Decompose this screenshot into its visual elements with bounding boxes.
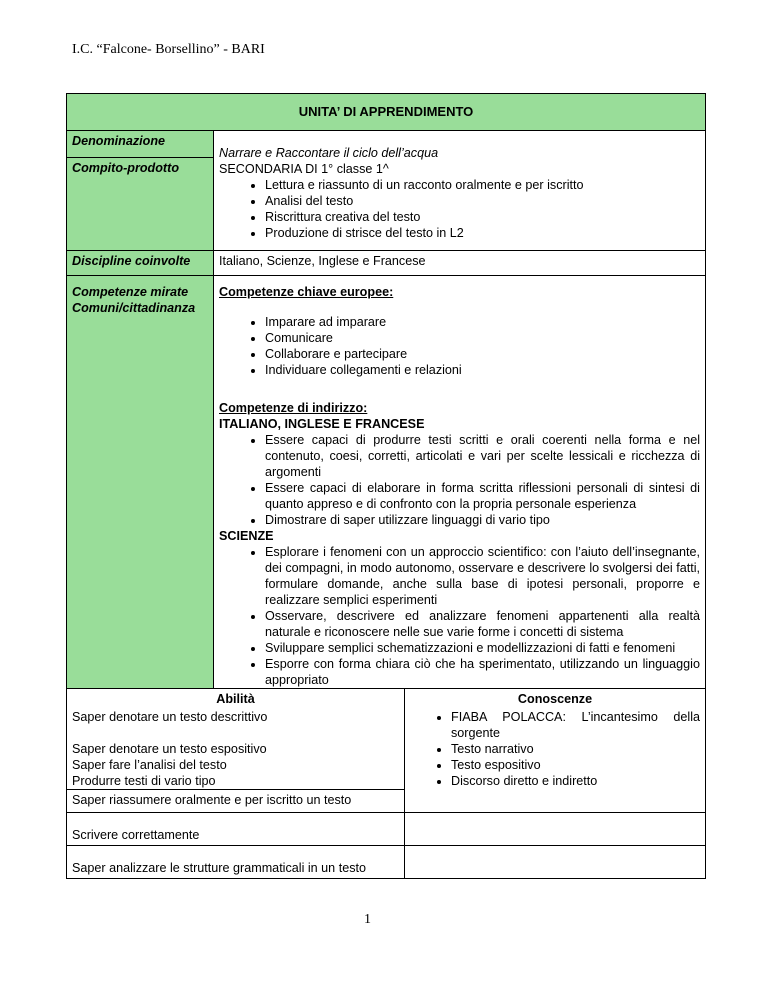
discipline-value: Italiano, Scienze, Inglese e Francese <box>214 251 706 276</box>
class-level: SECONDARIA DI 1° classe 1^ <box>219 162 389 176</box>
list-item: • Essere capaci di produrre testi scritti e orali coerenti nella forma e nel contenuto, coesi, corretti, articolati e vari per scelte lessicali e ricchezza di argomenti <box>265 432 700 480</box>
group-italiano-title: ITALIANO, INGLESE E FRANCESE <box>219 417 425 431</box>
list-item: • Testo narrativo <box>451 741 700 757</box>
competenze-content <box>214 276 706 689</box>
learning-unit-table <box>66 93 706 879</box>
indirizzo-title: Competenze di indirizzo: <box>219 401 368 415</box>
abilita-title: Abilità <box>216 692 255 706</box>
chiave-title: Competenze chiave europee: <box>219 285 394 299</box>
competenze-label: Competenze mirate Comuni/cittadinanza <box>67 276 214 689</box>
unit-name: Narrare e Raccontare il ciclo dell’acqua <box>219 146 439 160</box>
abilita-item: Saper riassumere oralmente e per iscritto un testo <box>67 790 405 813</box>
denominazione-label: Denominazione <box>67 131 214 158</box>
table-title: UNITA’ DI APPRENDIMENTO <box>67 94 706 131</box>
group-scienze-list <box>219 544 700 688</box>
list-item: • Discorso diretto e indiretto <box>451 773 700 789</box>
group-italiano-list <box>219 432 700 528</box>
list-item: • Essere capaci di elaborare in forma scritta riflessioni personali di sintesi di quanto appreso e di confronto con la propria personale esperienza <box>265 480 700 512</box>
conoscenze-column <box>405 689 706 813</box>
list-item: • Osservare, descrivere ed analizzare fenomeni appartenenti alla realtà naturale e riconoscere nelle sue varie forme i concetti di sistema <box>265 608 700 640</box>
list-item: • Sviluppare semplici schematizzazioni e modellizzazioni di fatti e fenomeni <box>265 640 700 656</box>
group-scienze-title: SCIENZE <box>219 529 274 543</box>
compito-list <box>219 177 700 241</box>
page-header: I.C. “Falcone- Borsellino” - BARI <box>72 42 265 57</box>
list-item: • Individuare collegamenti e relazioni <box>265 362 700 378</box>
discipline-label: Discipline coinvolte <box>67 251 214 276</box>
abilita-column <box>67 689 405 790</box>
abilita-item: Produrre testi di vario tipo <box>72 774 216 788</box>
list-item: • Dimostrare di saper utilizzare linguaggi di vario tipo <box>265 512 700 528</box>
abilita-item: Saper analizzare le strutture grammaticali in un testo <box>67 846 405 879</box>
list-item: • Imparare ad imparare <box>265 314 700 330</box>
abilita-item: Saper fare l’analisi del testo <box>72 758 227 772</box>
empty-cell <box>405 813 706 846</box>
list-item: • FIABA POLACCA: L’incantesimo della sorgente <box>451 709 700 741</box>
list-item: • Testo espositivo <box>451 757 700 773</box>
empty-cell <box>405 846 706 879</box>
conoscenze-title: Conoscenze <box>517 692 593 706</box>
abilita-item: Saper denotare un testo descrittivo <box>72 710 268 724</box>
list-item: • Lettura e riassunto di un racconto oralmente e per iscritto <box>265 177 700 193</box>
list-item: • Analisi del testo <box>265 193 700 209</box>
abilita-item: Scrivere correttamente <box>67 813 405 846</box>
chiave-list <box>219 314 700 378</box>
list-item: • Comunicare <box>265 330 700 346</box>
list-item: • Esplorare i fenomeni con un approccio scientifico: con l’aiuto dell’insegnante, dei compagni, in modo autonomo, osservare e descrivere lo svolgersi dei fatti, formulare domande, anche sulla base di ipotesi personali, proporre e realizzare semplici esperimenti <box>265 544 700 608</box>
page-number: 1 <box>364 912 371 927</box>
list-item: • Produzione di strisce del testo in L2 <box>265 225 700 241</box>
conoscenze-list <box>405 709 705 789</box>
compito-label: Compito-prodotto <box>67 158 214 251</box>
list-item: • Esporre con forma chiara ciò che ha sperimentato, utilizzando un linguaggio appropriato <box>265 656 700 688</box>
abilita-item: Saper denotare un testo espositivo <box>72 742 267 756</box>
compito-content <box>214 131 706 251</box>
list-item: • Riscrittura creativa del testo <box>265 209 700 225</box>
list-item: • Collaborare e partecipare <box>265 346 700 362</box>
